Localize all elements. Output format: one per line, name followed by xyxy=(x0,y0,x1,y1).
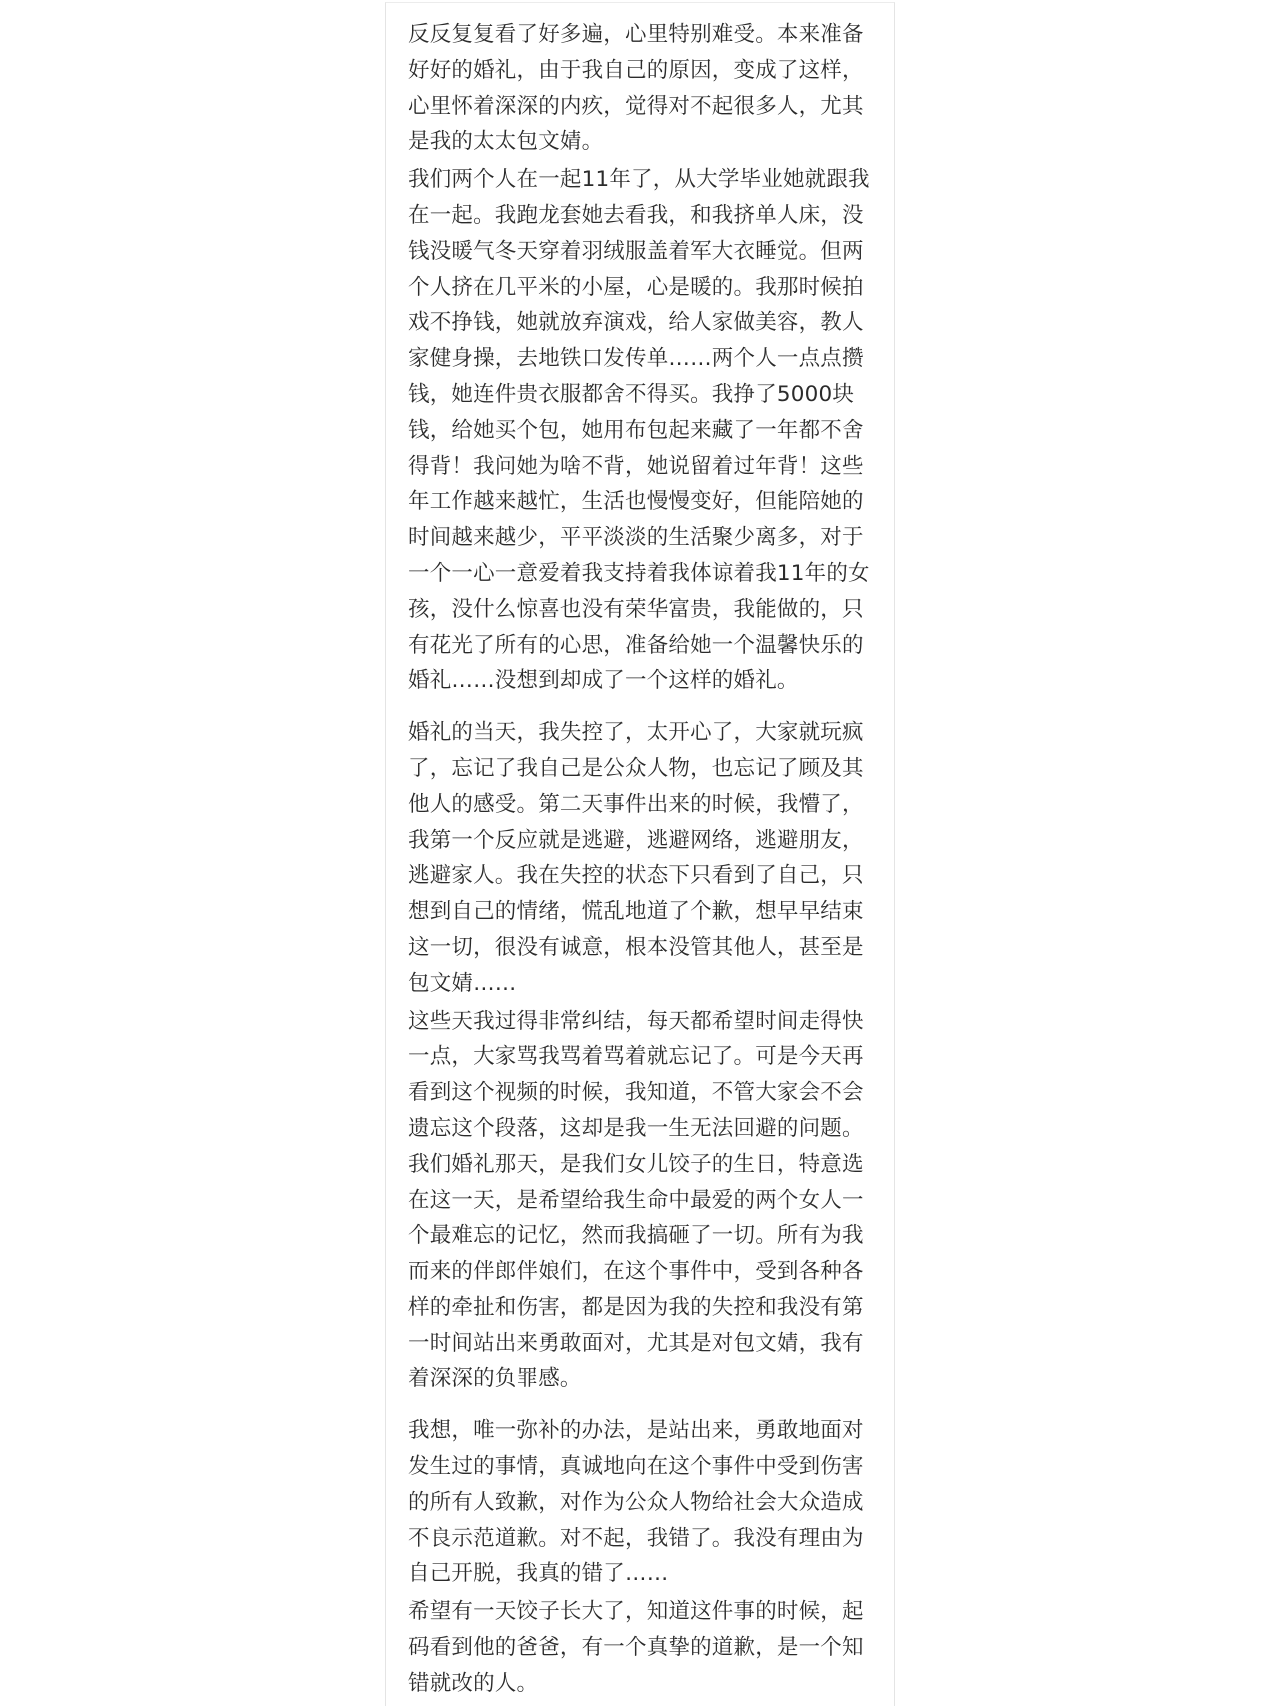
paragraph-5: 我想，唯一弥补的办法，是站出来，勇敢地面对发生过的事情，真诚地向在这个事件中受到伤害的所有人致歉，对作为公众人物给社会大众造成不良示范道歉。对不起，我错了。我没有理由为自己开脱，我真的错了…… xyxy=(408,1418,864,1587)
paragraph-6: 希望有一天饺子长大了，知道这件事的时候，起码看到他的爸爸，有一个真挚的道歉，是一个知错就改的人。 xyxy=(408,1599,864,1696)
paragraph-4: 这些天我过得非常纠结，每天都希望时间走得快一点，大家骂我骂着骂着就忘记了。可是今天再看到这个视频的时候，我知道，不管大家会不会遗忘这个段落，这却是我一生无法回避的问题。我们婚礼那天，是我们女儿饺子的生日，特意选在这一天，是希望给我生命中最爱的两个女人一个最难忘的记忆，然而我搞砸了一切。所有为我而来的伴郎伴娘们，在这个事件中，受到各种各样的牵扯和伤害，都是因为我的失控和我没有第一时间站出来勇敢面对，尤其是对包文婧，我有着深深的负罪感。 xyxy=(408,1008,864,1392)
paragraph-3: 婚礼的当天，我失控了，太开心了，大家就玩疯了，忘记了我自己是公众人物，也忘记了顾及其他人的感受。第二天事件出来的时候，我懵了，我第一个反应就是逃避，逃避网络，逃避朋友，逃避家人。我在失控的状态下只看到了自己，只想到自己的情绪，慌乱地道了个歉，想早早结束这一切，很没有诚意，根本没管其他人，甚至是包文婧…… xyxy=(408,720,864,996)
paragraph-2: 我们两个人在一起11年了，从大学毕业她就跟我在一起。我跑龙套她去看我，和我挤单人床，没钱没暖气冬天穿着羽绒服盖着军大衣睡觉。但两个人挤在几平米的小屋，心是暖的。我那时候拍戏不挣钱，她就放弃演戏，给人家做美容，教人家健身操，去地铁口发传单……两个人一点点攒钱，她连件贵衣服都舍不得买。我挣了5000块钱，给她买个包，她用布包起来藏了一年都不舍得背！我问她为啥不背，她说留着过年背！这些年工作越来越忙，生活也慢慢变好，但能陪她的时间越来越少，平平淡淡的生活聚少离多，对于一个一心一意爱着我支持着我体谅着我11年的女孩，没什么惊喜也没有荣华富贵，我能做的，只有花光了所有的心思，准备给她一个温馨快乐的婚礼……没想到却成了一个这样的婚礼。 xyxy=(408,167,870,694)
article-body xyxy=(408,17,870,1702)
paragraph-1: 反反复复看了好多遍，心里特别难受。本来准备好好的婚礼，由于我自己的原因，变成了这样，心里怀着深深的内疚，觉得对不起很多人，尤其是我的太太包文婧。 xyxy=(408,22,864,155)
article-card xyxy=(385,2,895,1706)
